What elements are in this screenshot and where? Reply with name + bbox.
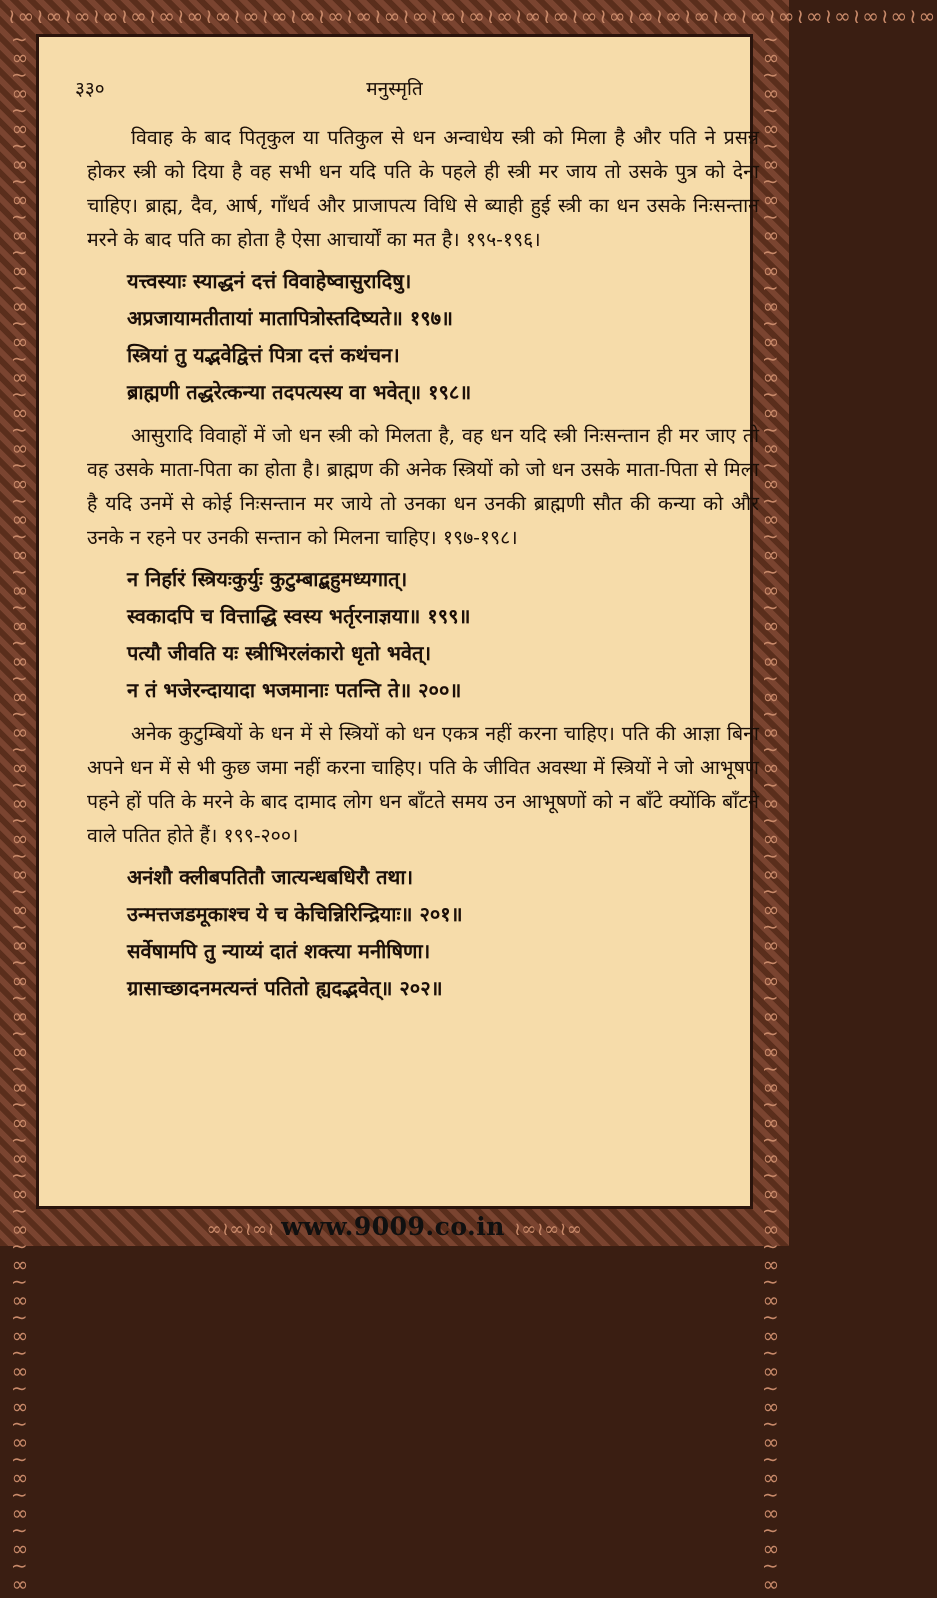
verse-line: उन्मत्तजडमूकाश्च ये च केचिन्निरिन्द्रियाः॥ २०१॥ <box>127 902 463 926</box>
ornament-top: ≀∞≀∞≀∞≀∞≀∞≀∞≀∞≀∞≀∞≀∞≀∞≀∞≀∞≀∞≀∞≀∞≀∞≀∞≀∞≀∞≀∞≀∞≀∞≀∞≀∞≀∞≀∞≀∞≀∞≀∞≀∞≀∞≀∞ <box>8 4 937 28</box>
ornament-right: ≀∞≀∞≀∞≀∞≀∞≀∞≀∞≀∞≀∞≀∞≀∞≀∞≀∞≀∞≀∞≀∞≀∞≀∞≀∞≀∞≀∞≀∞≀∞≀∞≀∞≀∞≀∞≀∞≀∞≀∞≀∞≀∞≀∞≀∞≀∞≀∞≀∞≀∞≀∞≀∞≀∞≀∞≀∞≀∞ <box>759 36 783 1598</box>
commentary-paragraph: विवाह के बाद पितृकुल या पतिकुल से धन अन्वाधेय स्त्री को मिला है और पति ने प्रसन्न होकर स्त्री को दिया है वह सभी धन यदि पति के पहले ही स्त्री मर जाय तो उसके पुत्र को देना चाहिए। ब्राह्म, दैव, आर्ष, गाँधर्व और प्राजापत्य विधि से ब्याही हुई स्त्री का धन उसके निःसन्तान मरने के बाद पति का होता है ऐसा आचार्यों का मत है। १९५-१९६। <box>87 126 759 251</box>
footer-ornament-right: ≀∞≀∞≀∞ <box>514 1219 583 1240</box>
verse-line: सर्वेषामपि तु न्याय्यं दातं शक्त्या मनीषिणा। <box>127 939 431 963</box>
footer <box>0 1212 789 1246</box>
verse-line: अप्रजायामतीतायां मातापित्रोस्तदिष्यते॥ १९७॥ <box>127 306 454 330</box>
verse-line: न तं भजेरन्दायादा भजमानाः पतन्ति ते॥ २००॥ <box>127 678 462 702</box>
page-body <box>87 121 759 1015</box>
commentary-paragraph: अनेक कुटुम्बियों के धन में से स्त्रियों को धन एकत्र नहीं करना चाहिए। पति की आज्ञा बिना अपने धन में से भी कुछ जमा नहीं करना चाहिए। पति के जीवित अवस्था में स्त्रियों ने जो आभूषण पहने हों पति के मरने के बाद दामाद लोग धन बाँटते समय उन आभूषणों को न बाँटे क्योंकि बाँटने वाले पतित होते हैं। १९९-२००। <box>87 722 759 847</box>
verse-line: यत्त्वस्याः स्याद्धनं दत्तं विवाहेष्वासुरादिषु। <box>127 269 412 293</box>
website-link[interactable]: www.9009.co.in <box>281 1212 505 1241</box>
page-number: ३३० <box>75 78 105 100</box>
page-title: मनुस्मृति <box>366 78 423 100</box>
verse-line: पत्यौ जीवति यः स्त्रीभिरलंकारो धृतो भवेत्। <box>127 641 432 665</box>
verse-block <box>87 859 759 1007</box>
verse-line: स्त्रियां तु यद्भवेद्वित्तं पित्रा दत्तं कथंचन। <box>127 343 400 367</box>
ornament-left: ≀∞≀∞≀∞≀∞≀∞≀∞≀∞≀∞≀∞≀∞≀∞≀∞≀∞≀∞≀∞≀∞≀∞≀∞≀∞≀∞≀∞≀∞≀∞≀∞≀∞≀∞≀∞≀∞≀∞≀∞≀∞≀∞≀∞≀∞≀∞≀∞≀∞≀∞≀∞≀∞≀∞≀∞≀∞≀∞ <box>8 36 32 1598</box>
verse-line: अनंशौ क्लीबपतितौ जात्यन्धबधिरौ तथा। <box>127 865 414 889</box>
verse-line: ब्राह्मणी तद्धरेत्कन्या तदपत्यस्य वा भवेत्॥ १९८॥ <box>127 380 472 404</box>
verse-block <box>87 561 759 709</box>
verse-line: न निर्हारं स्त्रियःकुर्युः कुटुम्बाद्बहुमध्यगात्। <box>127 567 408 591</box>
book-page <box>36 34 759 1209</box>
verse-line: ग्रासाच्छादनमत्यन्तं पतितो ह्यदद्भवेत्॥ २०२॥ <box>127 976 443 1000</box>
verse-block <box>87 263 759 411</box>
footer-ornament-left: ∞≀∞≀∞≀ <box>206 1219 282 1240</box>
page-header <box>39 75 750 105</box>
commentary-paragraph: आसुरादि विवाहों में जो धन स्त्री को मिलता है, वह धन यदि स्त्री निःसन्तान ही मर जाए तो वह उसके माता-पिता का होता है। ब्राह्मण की अनेक स्त्रियों को जो धन उसके माता-पिता से मिला है यदि उनमें से कोई निःसन्तान मर जाये तो उनका धन उनकी ब्राह्मणी सौत की कन्या को और उनके न रहने पर उनकी सन्तान को मिलना चाहिए। १९७-१९८। <box>87 424 759 549</box>
verse-line: स्वकादपि च वित्ताद्धि स्वस्य भर्तृरनाज्ञया॥ १९९॥ <box>127 604 471 628</box>
